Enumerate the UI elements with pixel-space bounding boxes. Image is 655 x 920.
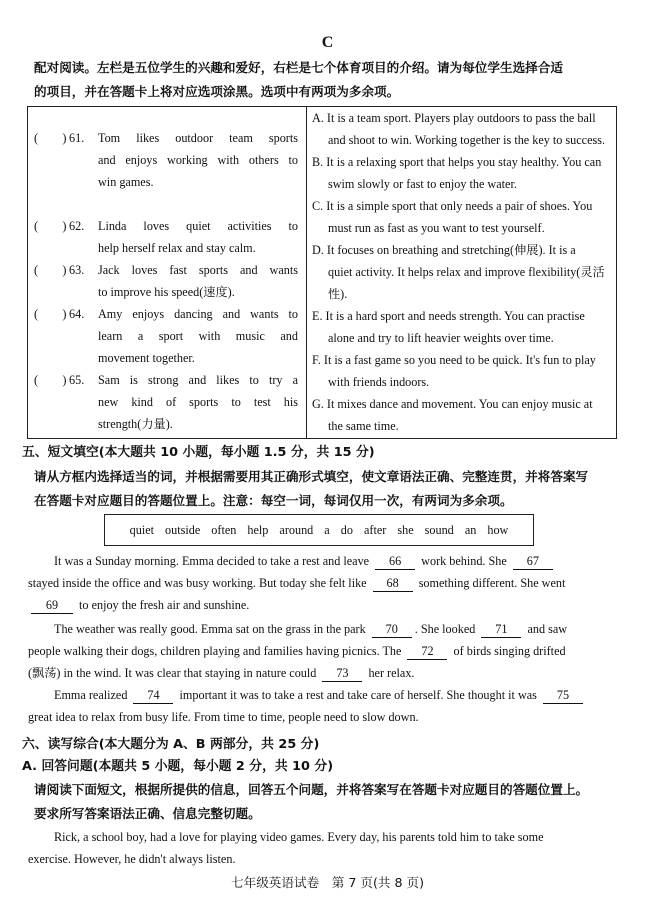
blank-69: 69	[31, 597, 73, 614]
instruction-line: 请从方框内选择适当的词，并根据需要用其正确形式填空，使文章语法正确、完整连贯，并将答案写	[34, 469, 589, 484]
option-g	[312, 393, 614, 437]
question-number: 63.	[69, 263, 85, 277]
cloze-text: (飘荡) in the wind. It was clear that staying in nature could	[28, 666, 320, 680]
option-line: swim slowly or fast to enjoy the water.	[328, 177, 517, 191]
option-line: It focuses on breathing and stretching(伸展). It is a	[326, 243, 576, 257]
cloze-text: The weather was really good. Emma sat on the grass in the park	[54, 622, 369, 636]
passage-line: exercise. However, he didn't always listen.	[28, 852, 236, 866]
matching-table	[27, 106, 617, 439]
instruction-line: 要求所写答案语法正确、信息完整切题。	[34, 806, 261, 821]
section-c-instruction	[34, 56, 624, 104]
question-line: new kind of sports to test his	[98, 395, 298, 409]
cloze-text: stayed inside the office and was busy working. But today she felt like	[28, 576, 370, 590]
section-6-heading: 六、读写综合(本大题分为 A、B 两部分，共 25 分)	[22, 737, 320, 752]
instruction-line: 的项目，并在答题卡上将对应选项涂黑。选项中有两项为多余项。	[34, 84, 400, 99]
cloze-paragraph-3	[28, 684, 614, 728]
option-line: It is a relaxing sport that helps you stay healthy. You can	[326, 155, 602, 169]
option-letter: G.	[312, 397, 324, 411]
section-6-instruction	[34, 778, 624, 826]
question-line: strength(力量).	[98, 417, 173, 431]
question-text	[98, 127, 298, 193]
cloze-text: of birds singing drifted	[450, 644, 566, 658]
question-line: help herself relax and stay calm.	[98, 241, 256, 255]
question-number: 65.	[69, 373, 85, 387]
option-e	[312, 305, 614, 349]
cloze-text: her relax.	[365, 666, 415, 680]
word-bank-box: quiet outside often help around a do after she sound an how	[104, 514, 534, 546]
question-number: 62.	[69, 219, 85, 233]
option-line: It is a team sport. Players play outdoors to pass the ball	[326, 111, 596, 125]
cloze-line	[28, 572, 614, 594]
option-line: 性).	[328, 287, 348, 301]
blank-72: 72	[407, 643, 447, 660]
section-5-heading: 五、短文填空(本大题共 10 小题，每小题 1.5 分，共 15 分)	[22, 445, 375, 460]
answer-paren: ( )	[34, 219, 67, 233]
answer-paren: ( )	[34, 131, 67, 145]
cloze-text: something different. She went	[415, 576, 566, 590]
section-letter: C	[321, 34, 334, 51]
question-line: and enjoys working with others to	[98, 153, 298, 167]
blank-75: 75	[543, 687, 583, 704]
cloze-text: work behind. She	[418, 554, 510, 568]
question-line: Linda loves quiet activities to	[98, 219, 298, 233]
question-text	[98, 303, 298, 369]
option-a	[312, 107, 614, 151]
question-line: Sam is strong and likes to try a	[98, 373, 298, 387]
option-letter: F.	[312, 353, 321, 367]
cloze-text: great idea to relax from busy life. From time to time, people need to slow down.	[28, 710, 419, 724]
question-line: win games.	[98, 175, 154, 189]
blank-68: 68	[373, 575, 413, 592]
option-letter: E.	[312, 309, 323, 323]
option-letter: C.	[312, 199, 324, 213]
cloze-text: . She looked	[414, 622, 479, 636]
option-line: with friends indoors.	[328, 375, 430, 389]
question-line: Amy enjoys dancing and wants to	[98, 307, 298, 321]
option-line: alone and try to lift heavier weights over time.	[328, 331, 554, 345]
cloze-line	[28, 640, 614, 662]
cloze-text: to enjoy the fresh air and sunshine.	[76, 598, 250, 612]
option-letter: D.	[312, 243, 324, 257]
cloze-text: Emma realized	[54, 688, 131, 702]
cloze-paragraph-1	[28, 550, 614, 616]
cloze-text: important it was to take a rest and take care of herself. She thought it was	[176, 688, 540, 702]
blank-70: 70	[372, 621, 412, 638]
blank-74: 74	[133, 687, 173, 704]
cloze-line	[28, 550, 614, 572]
cloze-text: It was a Sunday morning. Emma decided to take a rest and leave	[54, 554, 373, 568]
cloze-line	[28, 662, 614, 684]
sport-option-column	[308, 107, 618, 438]
cloze-line	[28, 706, 614, 728]
question-text	[98, 259, 298, 303]
option-c	[312, 195, 614, 239]
blank-66: 66	[375, 553, 415, 570]
option-line: It is a simple sport that only needs a pair of shoes. You	[326, 199, 593, 213]
instruction-line: 请阅读下面短文，根据所提供的信息，回答五个问题，并将答案写在答题卡对应题目的答题位置上。	[34, 782, 589, 797]
cloze-text: people walking their dogs, children playing and families having picnics. The	[28, 644, 405, 658]
blank-71: 71	[481, 621, 521, 638]
option-line: must run as fast as you want to test yourself.	[328, 221, 545, 235]
cloze-paragraph-2	[28, 618, 614, 684]
question-text	[98, 369, 298, 435]
option-line: quiet activity. It helps relax and improve flexibility(灵活	[328, 265, 605, 279]
option-line: It is a fast game so you need to be quick. It's fun to play	[323, 353, 596, 367]
blank-67: 67	[513, 553, 553, 570]
option-f	[312, 349, 614, 393]
option-line: It is a hard sport and needs strength. You can practise	[325, 309, 585, 323]
instruction-line: 在答题卡对应题目的答题位置上。注意：每空一词，每词仅用一次，有两词为多余项。	[34, 493, 513, 508]
question-line: Tom likes outdoor team sports	[98, 131, 298, 145]
option-line: It mixes dance and movement. You can enjoy music at	[326, 397, 593, 411]
reading-passage	[28, 826, 614, 870]
question-number: 64.	[69, 307, 85, 321]
question-text	[98, 215, 298, 259]
question-number: 61.	[69, 131, 85, 145]
section-5-instruction	[34, 465, 624, 513]
option-line: and shoot to win. Working together is the key to success.	[328, 133, 606, 147]
question-line: movement together.	[98, 351, 195, 365]
instruction-line: 配对阅读。左栏是五位学生的兴趣和爱好，右栏是七个体育项目的介绍。请为每位学生选择合适	[34, 60, 563, 75]
cloze-line	[28, 594, 614, 616]
option-b	[312, 151, 614, 195]
page-footer: 七年级英语试卷 第 7 页(共 8 页)	[231, 875, 424, 890]
student-column	[28, 107, 306, 438]
answer-paren: ( )	[34, 373, 67, 387]
question-line: Jack loves fast sports and wants	[98, 263, 298, 277]
option-line: the same time.	[328, 419, 399, 433]
option-letter: B.	[312, 155, 324, 169]
option-letter: A.	[312, 111, 324, 125]
question-line: to improve his speed(速度).	[98, 285, 235, 299]
passage-line: Rick, a school boy, had a love for playing video games. Every day, his parents told him to take some	[54, 830, 544, 844]
answer-paren: ( )	[34, 263, 67, 277]
answer-paren: ( )	[34, 307, 67, 321]
section-6a-heading: A. 回答问题(本题共 5 小题，每小题 2 分，共 10 分)	[22, 759, 334, 774]
option-d	[312, 239, 614, 305]
cloze-text: and saw	[524, 622, 568, 636]
cloze-line	[28, 684, 614, 706]
blank-73: 73	[322, 665, 362, 682]
question-line: learn a sport with music and	[98, 329, 298, 343]
cloze-line	[28, 618, 614, 640]
